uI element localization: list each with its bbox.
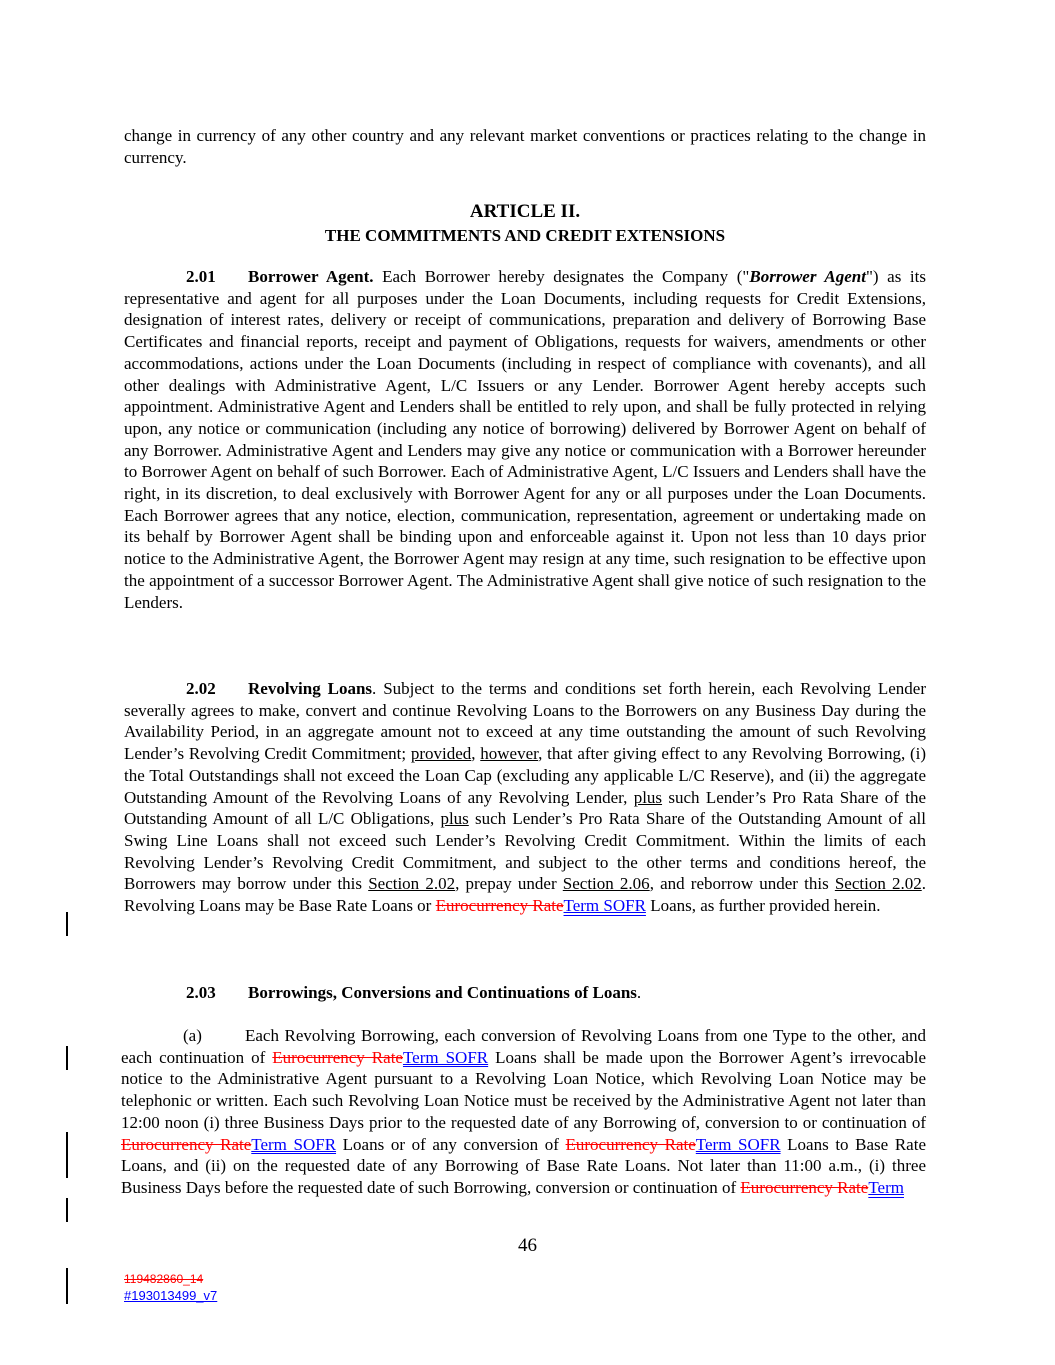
underlined-term: however [480,744,539,764]
section-text: Each Borrower hereby designates the Company (" [373,267,750,286]
section-2-03-a [121,1025,926,1199]
section-text: Each Revolving Borrowing, each conversion of Revolving Loans from one Type to the other, and each continuation of [121,1026,926,1067]
inserted-text: Term SOFR [402,1047,489,1067]
old-document-id: 119482860_14 [124,1272,204,1286]
underlined-term: provided [410,744,472,764]
section-heading: Borrowings, Conversions and Continuations of Loans [248,983,637,1002]
section-2-03 [124,982,926,1004]
section-heading: Revolving Loans [248,679,373,698]
deleted-text: Eurocurrency Rate [565,1134,696,1154]
intro-text: change in currency of any other country and any relevant market conventions or practices relating to the change in currency. [124,126,926,167]
page-number: 46 [518,1235,537,1256]
section-text: . Subject to the terms and conditions set forth herein, each Revolving Lender severally agrees to make, convert and continue Revolving Loans to the Borrowers on any Business Day during the Availability Period, in an aggregate amount not to exceed at any time outstanding the amount of such Revolving Lender’s Revolving Credit Commitment; [124,679,926,764]
change-bar [66,1046,68,1070]
change-bar [66,1132,68,1178]
section-text: , [471,744,481,764]
inserted-text: Term [868,1177,904,1197]
intro-paragraph [124,125,926,168]
inserted-text: Term SOFR [695,1134,781,1154]
underlined-term: plus [633,787,663,807]
deleted-text: Eurocurrency Rate [740,1177,869,1197]
section-text: Loans to Base Rate Loans, and (ii) on the requested date of any Borrowing of Base Rate Loans. Not later than 11:00 a.m., (i) three Business Days before the requested date of such Borrowing, conversion or continuation of [121,1134,926,1197]
section-text: Loans shall be made upon the Borrower Agent’s irrevocable notice to the Administrative Agent pursuant to a Revolving Loan Notice, which Revolving Loan Notice may be telephonic or written. Each such Revolving Loan Notice must be received by the Administrative Agent not later than 12:00 noon (i) three Business Days prior to the requested date of any Borrowing of, conversion to or continuation of [121,1047,927,1132]
deleted-text: Eurocurrency Rate [121,1134,252,1154]
defined-term: Borrower Agent [749,267,866,286]
section-text: . Revolving Loans may be Base Rate Loans or [124,874,926,916]
section-text: Loans, as further provided herein. [645,896,881,916]
subsection-label: (a) [183,1026,202,1045]
section-number: 2.03 [186,983,216,1002]
deleted-text: Eurocurrency Rate [435,896,564,916]
change-bar [66,912,68,936]
inserted-text: Term SOFR [563,896,646,916]
article-title: THE COMMITMENTS AND CREDIT EXTENSIONS [324,226,726,245]
section-reference: Section 2.06 [562,874,650,894]
section-2-02 [124,678,926,917]
section-number: 2.02 [186,679,216,698]
article-number: ARTICLE II. [469,201,581,222]
section-reference: Section 2.02 [834,874,922,894]
change-bar [66,1268,68,1304]
section-text: , and reborrow under this [649,874,835,894]
section-text: such Lender’s Pro Rata Share of the Outstanding Amount of all L/C Obligations, [124,787,926,829]
underlined-term: plus [440,809,469,829]
section-2-01 [124,266,926,613]
new-document-id: #193013499_v7 [124,1288,218,1303]
section-text: . [636,983,642,1002]
deleted-text: Eurocurrency Rate [272,1047,403,1067]
section-reference: Section 2.02 [368,874,456,894]
section-text: ") as its representative and agent for all purposes under the Loan Documents, including requests for Credit Extensions, designation of interest rates, delivery or receipt of communications, preparation and delivery of Borrowing Base Certificates and financial reports, receipt and payment of Obligations, requests for waivers, amendments or other accommodations, actions under the Loan Documents (including in respect of compliance with covenants), and all other dealings with Administrative Agent, L/C Issuers or any Lender. Borrower Agent hereby accepts such appointment. Administrative Agent and Lenders shall be entitled to rely upon, and shall be fully protected in relying upon, any notice or communication (including any notice of borrowing) delivered by Borrower Agent on behalf of any Borrower. Administrative Agent and Lenders may give any notice or communication with a Borrower hereunder to Borrower Agent on behalf of such Borrower. Each of Administrative Agent, L/C Issuers and Lenders shall have the right, in its discretion, to deal exclusively with Borrower Agent for any or all purposes under the Loan Documents. Each Borrower agrees that any notice, election, communication, representation, agreement or undertaking made on its behalf by Borrower Agent shall be binding upon and enforceable against it. Upon not less than 10 days prior notice to the Administrative Agent, the Borrower Agent may resign at any time, such resignation to be effective upon the appointment of a successor Borrower Agent. The Administrative Agent shall give notice of such resignation to the Lenders. [124,267,926,612]
section-text: , prepay under [455,874,563,894]
section-text: Loans or of any conversion of [336,1134,566,1154]
section-heading: Borrower Agent. [248,267,374,286]
inserted-text: Term SOFR [251,1134,337,1154]
section-number: 2.01 [186,267,216,286]
section-text: , that after giving effect to any Revolving Borrowing, (i) the Total Outstandings shall not exceed the Loan Cap (excluding any applicable L/C Reserve), and (ii) the aggregate Outstanding Amount of the Revolving Loans of any Revolving Lender, [124,744,927,807]
section-text: such Lender’s Pro Rata Share of the Outstanding Amount of all Swing Line Loans shall not exceed such Lender’s Revolving Credit Commitment. Within the limits of each Revolving Lender’s Revolving Credit Commitment, and subject to the other terms and conditions hereof, the Borrowers may borrow under this [124,809,926,894]
change-bar [66,1198,68,1222]
